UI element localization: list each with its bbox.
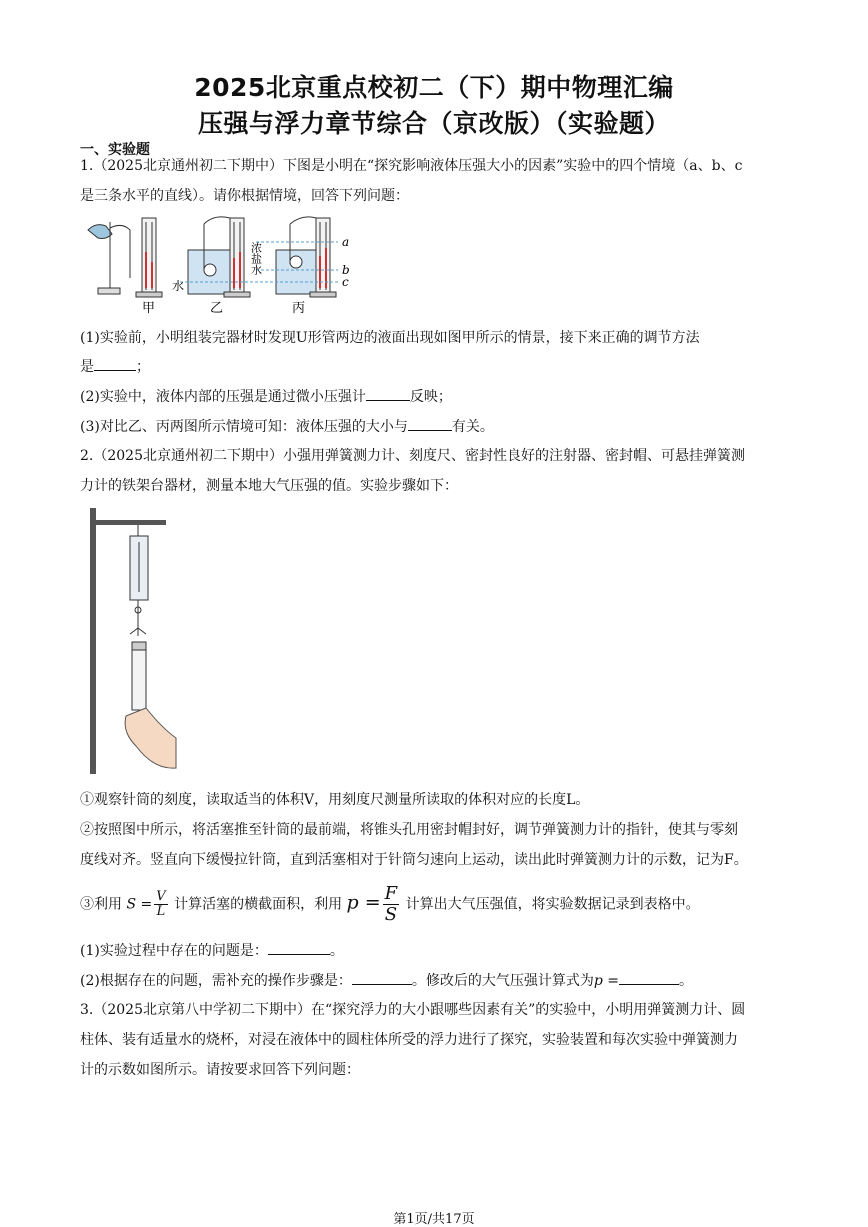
label-water: 水 [172, 279, 185, 293]
q2-spring-scale-syringe-figure [80, 506, 190, 776]
formula-area: $\frac{V}{L}$ [156, 889, 166, 919]
q2-part1: (1)实验过程中存在的问题是： 。 [80, 940, 795, 961]
figure-bing [276, 217, 336, 297]
q2-step3: ③利用 S = $\frac{V}{L}$ 计算活塞的横截面积，利用 p = $\frac{F}{S}$ 计算出大气压强值，将实验数据记录到表格中。 [80, 883, 700, 925]
q2-step2-line1: ②按照图中所示，将活塞推至针筒的最前端，将锥头孔用密封帽封好，调节弹簧测力计的指针，使其与零刻 [80, 822, 738, 838]
label-bing: 丙 [292, 301, 306, 316]
document-title-line2: 压强与浮力章节综合（京改版）（实验题） [197, 109, 670, 138]
label-b: b [342, 263, 350, 277]
q1-part2: (2)实验中，液体内部的压强是通过微小压强计 反映； [80, 386, 795, 407]
q1-part1-line1: (1)实验前，小明组装完器材时发现U形管两边的液面出现如图甲所示的情景，接下来正确的调节方法 [80, 330, 700, 346]
figure-jia [88, 218, 162, 297]
q3-intro-line3: 计的示数如图所示。请按要求回答下列问题： [80, 1062, 360, 1078]
q3-intro-line1: 3.（2025北京第八中学初二下期中）在“探究浮力的大小跟哪些因素有关”的实验中，小明用弹簧测力计、圆 [80, 1002, 746, 1018]
answer-blank[interactable] [268, 940, 330, 955]
answer-blank[interactable] [619, 970, 679, 985]
answer-blank[interactable] [94, 356, 136, 371]
formula-pressure: $\frac{F}{S}$ [384, 883, 398, 925]
q1-pressure-gauge-figure [80, 212, 360, 316]
label-a: a [342, 235, 350, 249]
q2-step1: ①观察针筒的刻度，读取适当的体积V，用刻度尺测量所读取的体积对应的长度L。 [80, 792, 590, 808]
q3-intro-line2: 柱体、装有适量水的烧杯，对浸在液体中的圆柱体所受的浮力进行了探究，实验装置和每次实验中弹簧测力 [80, 1032, 738, 1048]
label-yi: 乙 [210, 301, 224, 316]
document-title-line1: 2025北京重点校初二（下）期中物理汇编 [194, 73, 674, 102]
figure-yi [188, 217, 250, 297]
label-brine: 浓盐水 [249, 242, 263, 275]
q1-intro-line1: 1.（2025北京通州初二下期中）下图是小明在“探究影响液体压强大小的因素”实验中的四个情境（a、b、c [80, 158, 743, 174]
answer-blank[interactable] [366, 386, 410, 401]
page-number: 第1页/共17页 [393, 1212, 475, 1227]
q2-intro-line1: 2.（2025北京通州初二下期中）小强用弹簧测力计、刻度尺、密封性良好的注射器、密封帽、可悬挂弹簧测 [80, 448, 745, 464]
q1-part3: (3)对比乙、丙两图所示情境可知：液体压强的大小与 有关。 [80, 416, 795, 437]
q2-part2: (2)根据存在的问题，需补充的操作步骤是： 。修改后的大气压强计算式为p = 。 [80, 970, 795, 991]
section-heading: 一、实验题 [80, 142, 150, 158]
label-c: c [342, 275, 349, 289]
label-jia: 甲 [142, 301, 156, 316]
q2-step2-line2: 度线对齐。竖直向下缓慢拉针筒，直到活塞相对于针筒匀速向上运动，读出此时弹簧测力计的示数，记为F。 [80, 852, 748, 868]
q2-intro-line2: 力计的铁架台器材，测量本地大气压强的值。实验步骤如下： [80, 478, 458, 494]
q1-part1-line2: 是 ； [80, 356, 795, 377]
answer-blank[interactable] [408, 416, 452, 431]
q1-intro-line2: 是三条水平的直线）。请你根据情境，回答下列问题： [80, 188, 409, 204]
answer-blank[interactable] [352, 970, 412, 985]
